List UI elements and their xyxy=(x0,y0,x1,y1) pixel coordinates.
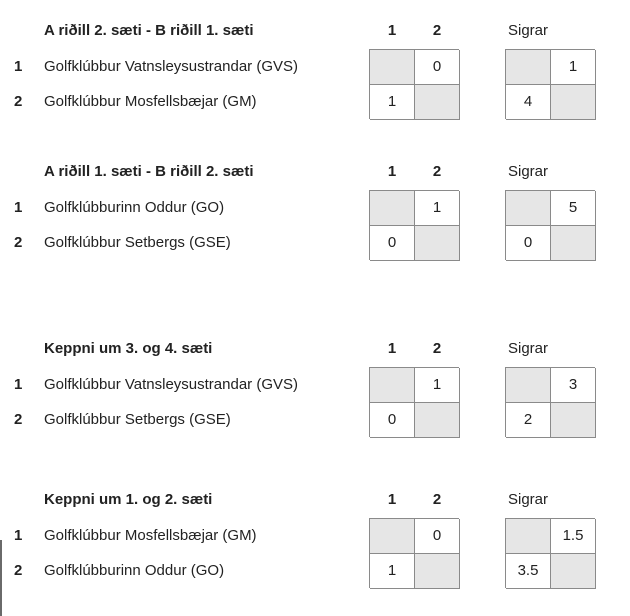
group-title: Keppni um 3. og 4. sæti xyxy=(44,340,213,357)
match-group-3 xyxy=(0,338,630,438)
score-cell-empty xyxy=(415,554,460,589)
group-title: A riðill 1. sæti - B riðill 2. sæti xyxy=(44,163,254,180)
score-cell: 1 xyxy=(370,554,415,589)
score-cell-empty xyxy=(370,191,415,226)
team-name: Golfklúbbur Vatnsleysustrandar (GVS) xyxy=(44,376,298,393)
score-cell: 0 xyxy=(370,226,415,261)
wins-cell: 5 xyxy=(551,191,596,226)
team-rank: 2 xyxy=(14,93,23,110)
score-cell: 1 xyxy=(370,85,415,120)
team-rank: 2 xyxy=(14,562,23,579)
score-grid xyxy=(369,518,459,588)
wins-cell: 1 xyxy=(551,50,596,85)
group-title: A riðill 2. sæti - B riðill 1. sæti xyxy=(44,22,254,39)
team-name: Golfklúbburinn Oddur (GO) xyxy=(44,562,225,579)
match-group-4 xyxy=(0,489,630,589)
wins-grid xyxy=(505,367,595,437)
score-cell-empty xyxy=(370,519,415,554)
column-header-1: 1 xyxy=(387,22,397,39)
score-cell: 1 xyxy=(415,191,460,226)
column-header-2: 2 xyxy=(432,340,442,357)
column-header-2: 2 xyxy=(432,491,442,508)
wins-cell-empty xyxy=(506,191,551,226)
score-cell: 0 xyxy=(415,50,460,85)
wins-header: Sigrar xyxy=(508,22,549,39)
score-cell-empty xyxy=(415,403,460,438)
match-group-1 xyxy=(0,20,630,120)
wins-header: Sigrar xyxy=(508,340,549,357)
wins-cell: 1.5 xyxy=(551,519,596,554)
wins-cell: 4 xyxy=(506,85,551,120)
score-grid xyxy=(369,49,459,119)
team-rank: 1 xyxy=(14,376,23,393)
column-header-2: 2 xyxy=(432,22,442,39)
team-name: Golfklúbbur Mosfellsbæjar (GM) xyxy=(44,527,257,544)
wins-header: Sigrar xyxy=(508,491,549,508)
column-header-2: 2 xyxy=(432,163,442,180)
score-cell-empty xyxy=(370,368,415,403)
wins-cell: 0 xyxy=(506,226,551,261)
wins-cell: 3 xyxy=(551,368,596,403)
wins-cell-empty xyxy=(551,554,596,589)
wins-cell-empty xyxy=(506,368,551,403)
column-header-1: 1 xyxy=(387,163,397,180)
team-name: Golfklúbbur Setbergs (GSE) xyxy=(44,411,231,428)
team-rank: 2 xyxy=(14,234,23,251)
team-rank: 1 xyxy=(14,527,23,544)
match-group-2 xyxy=(0,161,630,261)
team-name: Golfklúbbur Mosfellsbæjar (GM) xyxy=(44,93,257,110)
team-name: Golfklúbburinn Oddur (GO) xyxy=(44,199,225,216)
team-rank: 1 xyxy=(14,58,23,75)
wins-cell-empty xyxy=(551,403,596,438)
score-cell: 0 xyxy=(370,403,415,438)
wins-cell: 2 xyxy=(506,403,551,438)
group-title: Keppni um 1. og 2. sæti xyxy=(44,491,213,508)
team-rank: 2 xyxy=(14,411,23,428)
score-grid xyxy=(369,190,459,260)
score-cell: 1 xyxy=(415,368,460,403)
wins-cell-empty xyxy=(551,85,596,120)
wins-grid xyxy=(505,49,595,119)
wins-cell-empty xyxy=(506,50,551,85)
team-name: Golfklúbbur Setbergs (GSE) xyxy=(44,234,231,251)
wins-header: Sigrar xyxy=(508,163,549,180)
wins-cell-empty xyxy=(551,226,596,261)
wins-grid xyxy=(505,518,595,588)
score-cell: 0 xyxy=(415,519,460,554)
wins-grid xyxy=(505,190,595,260)
score-cell-empty xyxy=(415,85,460,120)
wins-cell: 3.5 xyxy=(506,554,551,589)
score-cell-empty xyxy=(370,50,415,85)
column-header-1: 1 xyxy=(387,491,397,508)
score-cell-empty xyxy=(415,226,460,261)
score-grid xyxy=(369,367,459,437)
team-name: Golfklúbbur Vatnsleysustrandar (GVS) xyxy=(44,58,298,75)
wins-cell-empty xyxy=(506,519,551,554)
column-header-1: 1 xyxy=(387,340,397,357)
team-rank: 1 xyxy=(14,199,23,216)
